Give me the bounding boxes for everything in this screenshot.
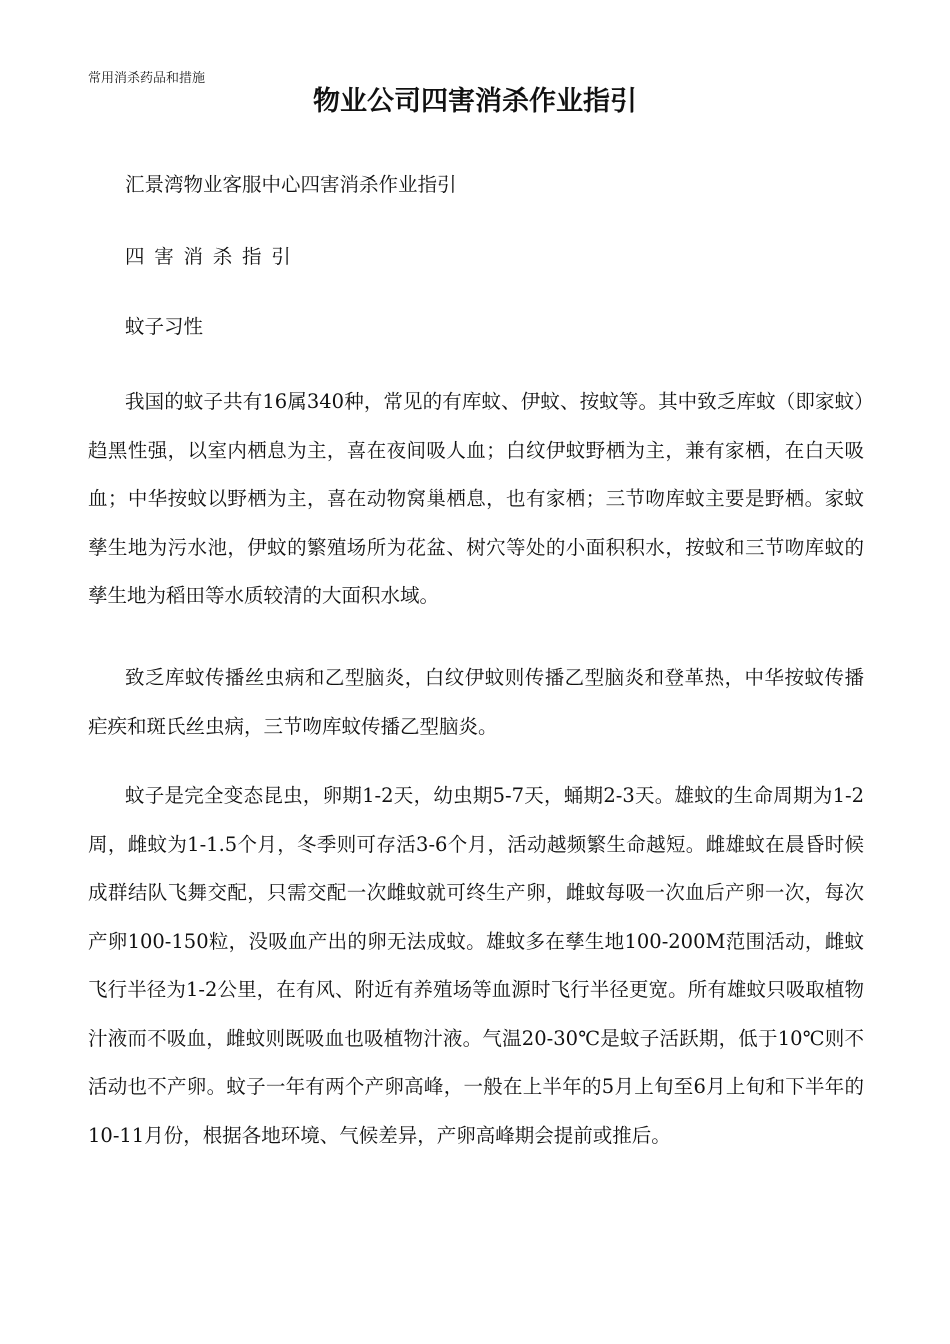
- paragraph-mosquito-species: 我国的蚊子共有16属340种，常见的有库蚊、伊蚊、按蚊等。其中致乏库蚊（即家蚊）趋黑性强，以室内栖息为主，喜在夜间吸人血；白纹伊蚊野栖为主，兼有家栖，在白天吸血；中华按蚊以野栖为主，喜在动物窝巢栖息，也有家栖；三节吻库蚊主要是野栖。家蚊孳生地为污水池，伊蚊的繁殖场所为花盆、树穴等处的小面积积水，按蚊和三节吻库蚊的孳生地为稻田等水质较清的大面积水域。: [88, 390, 864, 607]
- document-subtitle: 汇景湾物业客服中心四害消杀作业指引: [125, 173, 457, 196]
- paragraph-mosquito-lifecycle: 蚊子是完全变态昆虫，卵期1-2天，幼虫期5-7天，蛹期2-3天。雄蚊的生命周期为1-2周，雌蚊为1-1.5个月，冬季则可存活3-6个月，活动越频繁生命越短。雌雄蚊在晨昏时候成群结队飞舞交配，只需交配一次雌蚊就可终生产卵，雌蚊每吸一次血后产卵一次，每次产卵100-150粒，没吸血产出的卵无法成蚊。雄蚊多在孳生地100-200M范围活动，雌蚊飞行半径为1-2公里，在有风、附近有养殖场等血源时飞行半径更宽。所有雄蚊只吸取植物汁液而不吸血，雌蚊则既吸血也吸植物汁液。气温20-30℃是蚊子活跃期，低于10℃则不活动也不产卵。蚊子一年有两个产卵高峰，一般在上半年的5月上旬至6月上旬和下半年的10-11月份，根据各地环境、气候差异，产卵高峰期会提前或推后。: [88, 784, 864, 1147]
- spaced-heading: 四害消杀指引: [125, 245, 301, 268]
- paragraph-mosquito-diseases: 致乏库蚊传播丝虫病和乙型脑炎，白纹伊蚊则传播乙型脑炎和登革热，中华按蚊传播疟疾和斑氏丝虫病，三节吻库蚊传播乙型脑炎。: [88, 666, 864, 738]
- section-heading: 蚊子习性: [125, 315, 204, 338]
- document-title: 物业公司四害消杀作业指引: [313, 86, 637, 117]
- header-note: 常用消杀药品和措施: [88, 71, 206, 86]
